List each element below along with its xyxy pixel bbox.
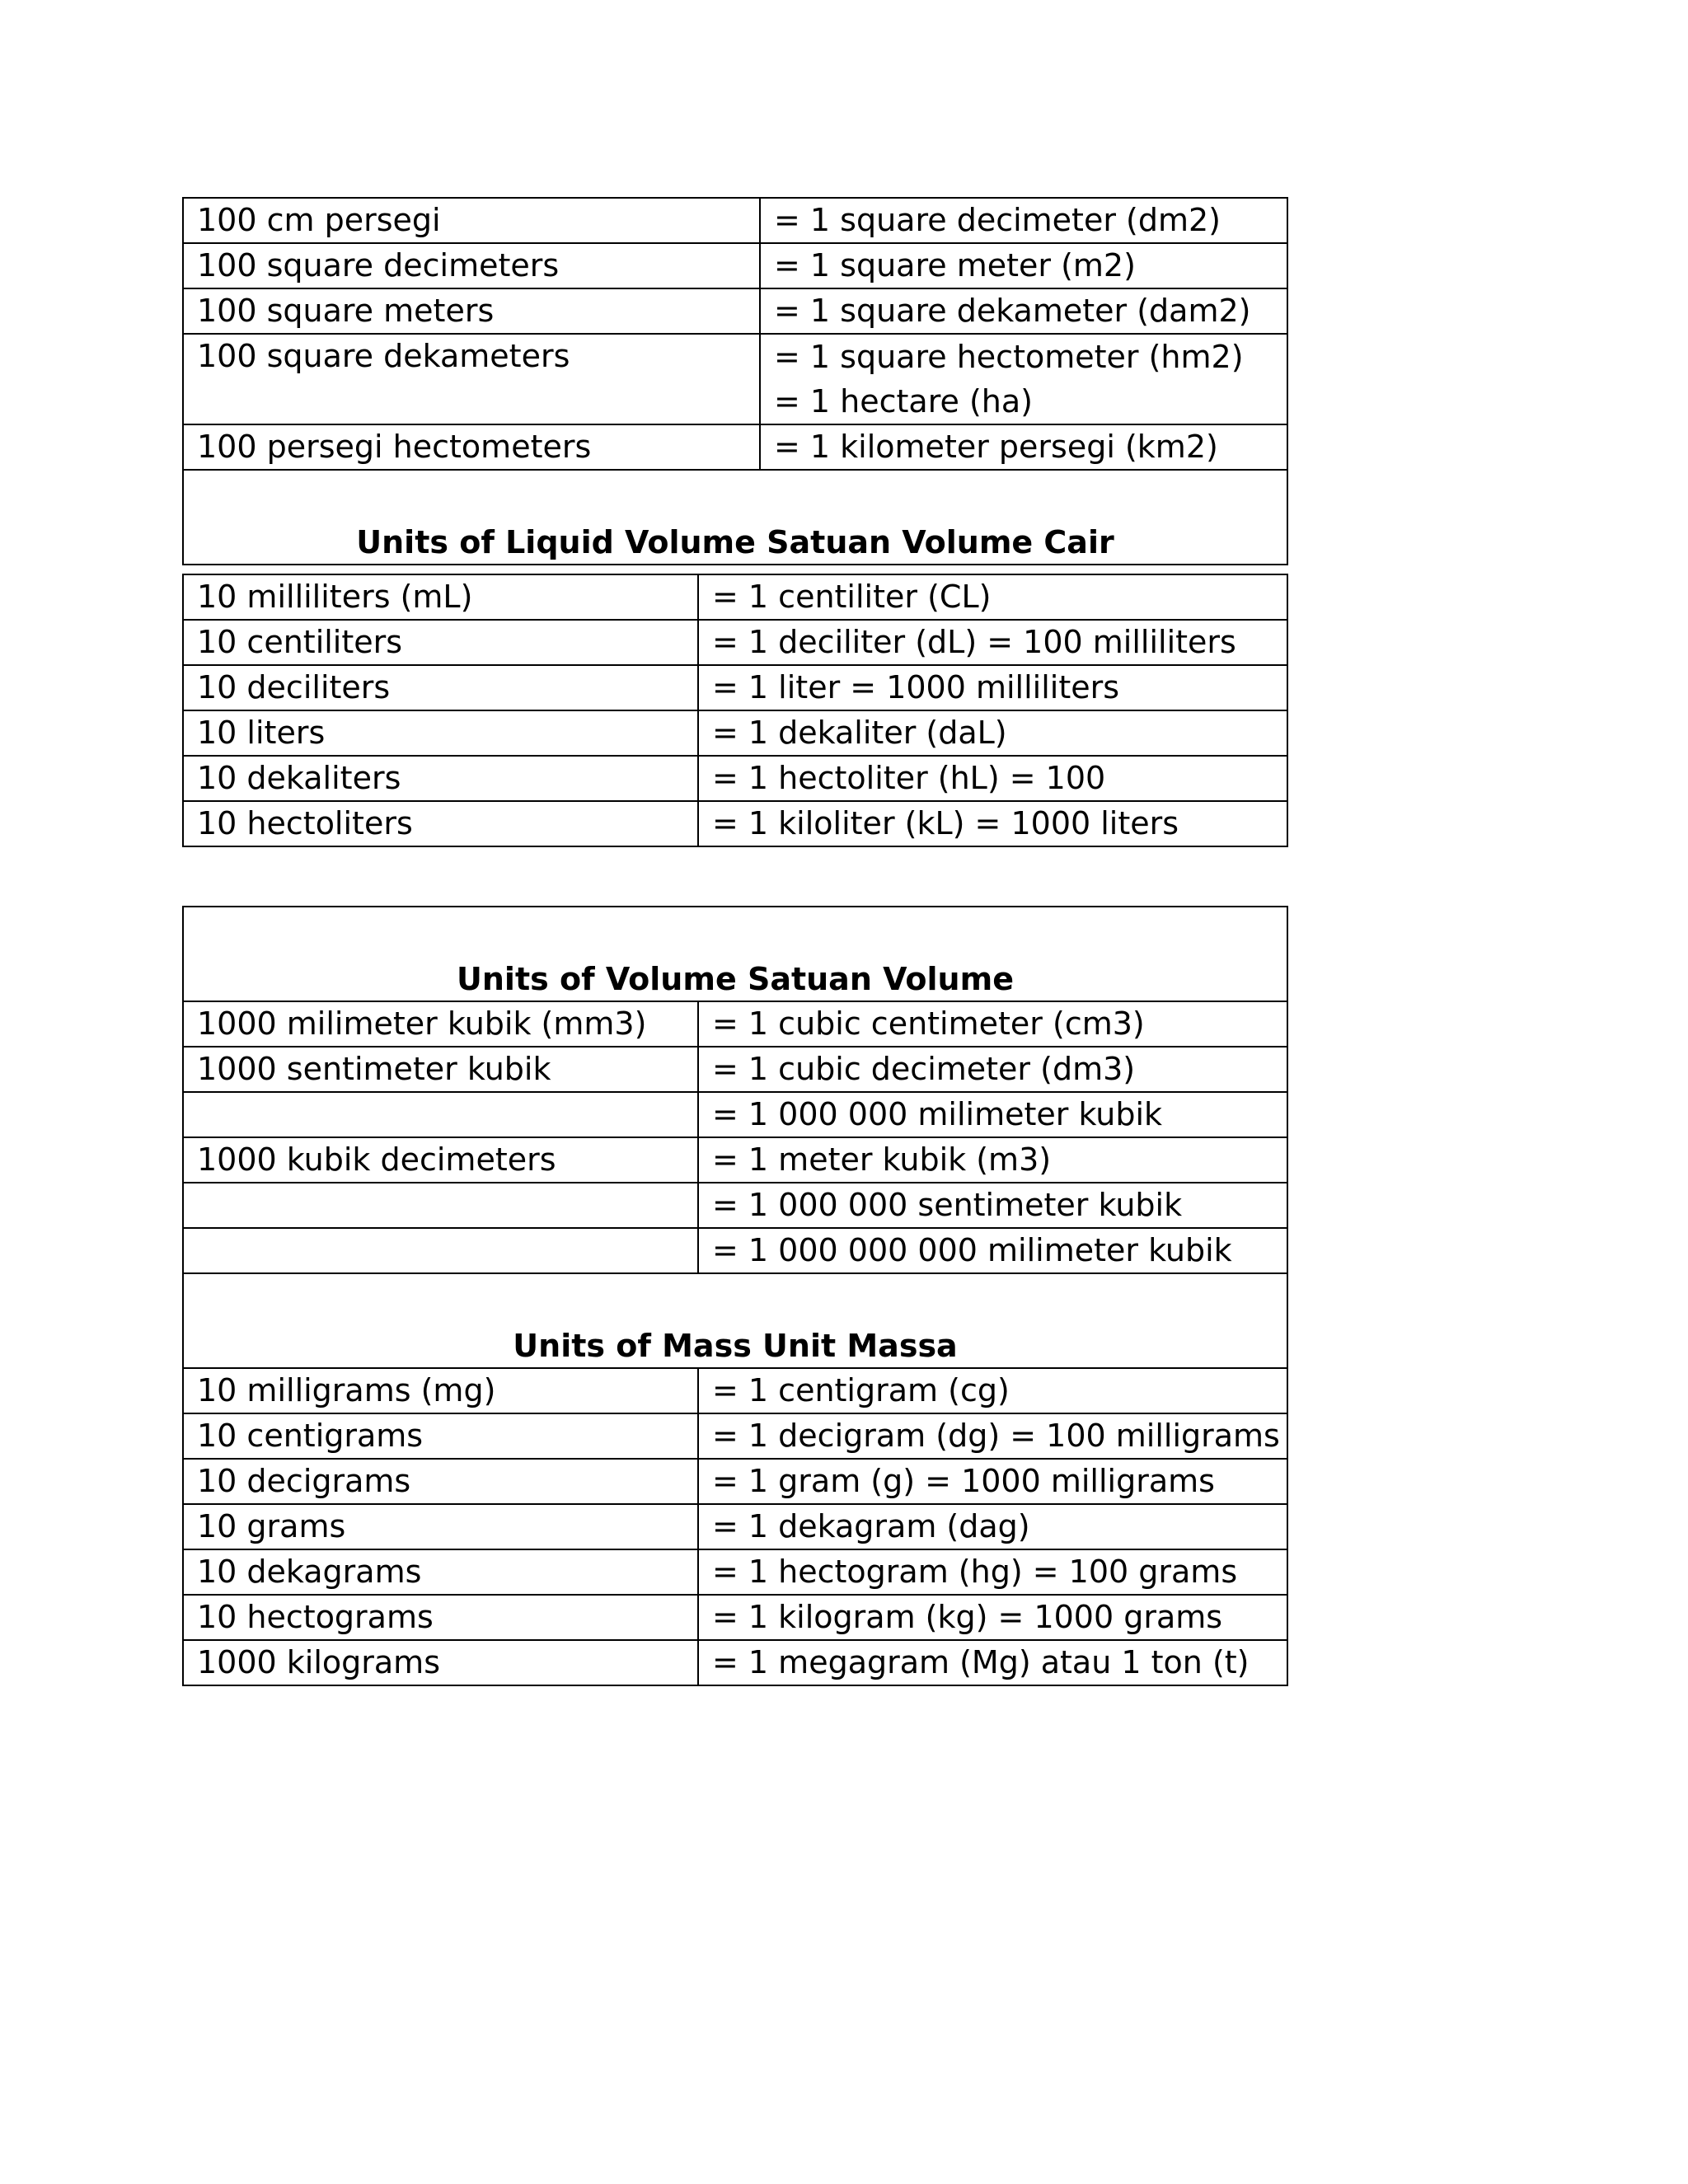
- area-equivalent: = 1 square meter (m2): [760, 243, 1287, 288]
- mass-equivalent: = 1 dekagram (dag): [698, 1504, 1287, 1549]
- table-row: [183, 801, 1287, 846]
- table-row: [183, 710, 1287, 756]
- mass-equivalent: = 1 megagram (Mg) atau 1 ton (t): [698, 1640, 1287, 1685]
- table-row: [183, 1504, 1287, 1549]
- section-heading-row: [183, 1273, 1287, 1368]
- area-equivalent: = 1 square hectometer (hm2) = 1 hectare (ha): [760, 334, 1287, 424]
- volume-mass-table: [182, 906, 1288, 1686]
- table-row: [183, 1549, 1287, 1595]
- liquid-equivalent: = 1 dekaliter (daL): [698, 710, 1287, 756]
- volume-equivalent: = 1 000 000 000 milimeter kubik: [698, 1228, 1287, 1273]
- area-quantity: 100 persegi hectometers: [183, 424, 760, 470]
- table-row: [183, 288, 1287, 334]
- area-equivalent: = 1 square decimeter (dm2): [760, 198, 1287, 243]
- mass-quantity: 10 hectograms: [183, 1595, 698, 1640]
- table-row: [183, 1595, 1287, 1640]
- table-row: [183, 1640, 1287, 1685]
- area-quantity: 100 cm persegi: [183, 198, 760, 243]
- mass-quantity: 10 centigrams: [183, 1413, 698, 1459]
- mass-equivalent: = 1 hectogram (hg) = 100 grams: [698, 1549, 1287, 1595]
- table-row: [183, 1368, 1287, 1413]
- volume-equivalent: = 1 000 000 milimeter kubik: [698, 1092, 1287, 1137]
- volume-quantity: [183, 1183, 698, 1228]
- table-row: [183, 1459, 1287, 1504]
- area-equivalent: = 1 square dekameter (dam2): [760, 288, 1287, 334]
- table-row: [183, 620, 1287, 665]
- liquid-quantity: 10 deciliters: [183, 665, 698, 710]
- volume-heading: Units of Volume Satuan Volume: [183, 907, 1287, 1001]
- liquid-quantity: 10 dekaliters: [183, 756, 698, 801]
- liquid-quantity: 10 liters: [183, 710, 698, 756]
- area-quantity: 100 square decimeters: [183, 243, 760, 288]
- liquid-quantity: 10 milliliters (mL): [183, 574, 698, 620]
- liquid-volume-heading: Units of Liquid Volume Satuan Volume Cair: [183, 470, 1287, 565]
- volume-quantity: 1000 sentimeter kubik: [183, 1047, 698, 1092]
- mass-quantity: 10 decigrams: [183, 1459, 698, 1504]
- mass-equivalent: = 1 centigram (cg): [698, 1368, 1287, 1413]
- table-row: [183, 243, 1287, 288]
- volume-quantity: 1000 kubik decimeters: [183, 1137, 698, 1183]
- section-heading-row: [183, 907, 1287, 1001]
- liquid-quantity: 10 hectoliters: [183, 801, 698, 846]
- area-equivalent: = 1 kilometer persegi (km2): [760, 424, 1287, 470]
- volume-equivalent: = 1 cubic centimeter (cm3): [698, 1001, 1287, 1047]
- liquid-volume-table: [182, 574, 1288, 847]
- table-row: [183, 334, 1287, 424]
- liquid-equivalent: = 1 centiliter (CL): [698, 574, 1287, 620]
- table-row: [183, 756, 1287, 801]
- liquid-equivalent: = 1 deciliter (dL) = 100 milliliters: [698, 620, 1287, 665]
- table-row: [183, 1183, 1287, 1228]
- mass-heading: Units of Mass Unit Massa: [183, 1273, 1287, 1368]
- table-row: [183, 1137, 1287, 1183]
- mass-quantity: 10 dekagrams: [183, 1549, 698, 1595]
- volume-quantity: [183, 1092, 698, 1137]
- volume-quantity: 1000 milimeter kubik (mm3): [183, 1001, 698, 1047]
- liquid-equivalent: = 1 liter = 1000 milliliters: [698, 665, 1287, 710]
- mass-equivalent: = 1 kilogram (kg) = 1000 grams: [698, 1595, 1287, 1640]
- liquid-equivalent: = 1 kiloliter (kL) = 1000 liters: [698, 801, 1287, 846]
- table-row: [183, 424, 1287, 470]
- volume-quantity: [183, 1228, 698, 1273]
- liquid-equivalent: = 1 hectoliter (hL) = 100: [698, 756, 1287, 801]
- mass-equivalent: = 1 gram (g) = 1000 milligrams: [698, 1459, 1287, 1504]
- table-row: [183, 665, 1287, 710]
- section-heading-row: [183, 470, 1287, 565]
- volume-equivalent: = 1 cubic decimeter (dm3): [698, 1047, 1287, 1092]
- mass-quantity: 10 milligrams (mg): [183, 1368, 698, 1413]
- mass-equivalent: = 1 decigram (dg) = 100 milligrams: [698, 1413, 1287, 1459]
- mass-quantity: 10 grams: [183, 1504, 698, 1549]
- area-quantity: 100 square dekameters: [183, 334, 760, 424]
- volume-equivalent: = 1 000 000 sentimeter kubik: [698, 1183, 1287, 1228]
- table-row: [183, 1001, 1287, 1047]
- liquid-quantity: 10 centiliters: [183, 620, 698, 665]
- table-row: [183, 1092, 1287, 1137]
- table-row: [183, 1228, 1287, 1273]
- table-row: [183, 1047, 1287, 1092]
- area-quantity: 100 square meters: [183, 288, 760, 334]
- volume-equivalent: = 1 meter kubik (m3): [698, 1137, 1287, 1183]
- table-row: [183, 574, 1287, 620]
- table-row: [183, 1413, 1287, 1459]
- area-liquid-table: [182, 197, 1288, 565]
- table-row: [183, 198, 1287, 243]
- mass-quantity: 1000 kilograms: [183, 1640, 698, 1685]
